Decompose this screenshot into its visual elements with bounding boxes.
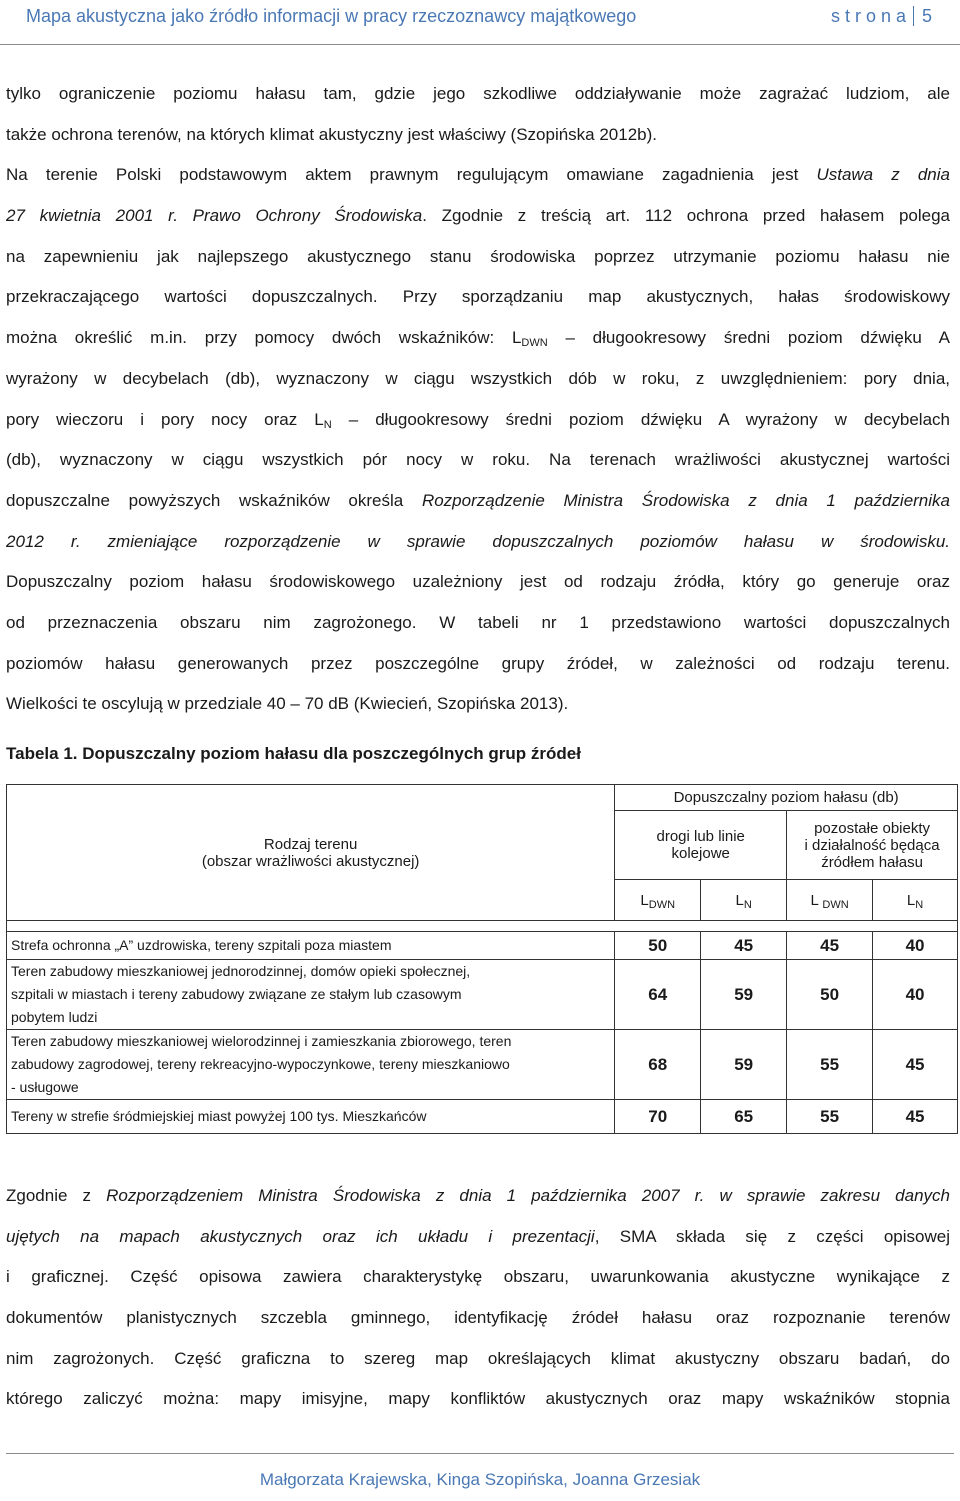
text-line: Na terenie Polski podstawowym aktem prawnym regulującym omawiane zagadnienia jest Ustawa z dnia bbox=[6, 165, 950, 185]
ldwn-header: $L_{DWN}$ bbox=[615, 880, 701, 921]
body-paragraph-1 bbox=[6, 74, 950, 725]
text-line: 2012 r. zmieniające rozporządzenie w sprawie dopuszczalnych poziomów hałasu w środowisku. bbox=[6, 531, 950, 551]
text-line: przekraczającego wartości dopuszczalnych. Przy sporządzaniu map akustycznych, hałas środowiskowy bbox=[6, 287, 950, 307]
header-rule bbox=[0, 44, 960, 45]
ln-header: $L_N$ bbox=[873, 880, 958, 921]
value-cell: 64 bbox=[615, 960, 701, 1030]
page-number: 5 bbox=[921, 6, 932, 26]
text-line: nim zagrożonych. Część graficzna to szereg map określających klimat akustyczny obszaru badań, do bbox=[6, 1348, 950, 1368]
other-sources-header: pozostałe obiekty i działalność będąca źródłem hałasu bbox=[787, 811, 958, 880]
ln-header: $L_N$ bbox=[701, 880, 787, 921]
text-line: 27 kwietnia 2001 r. Prawo Ochrony Środowiska. Zgodnie z treścią art. 112 ochrona przed hałasem polega bbox=[6, 206, 950, 226]
table-row bbox=[7, 932, 958, 960]
text-line: na zapewnieniu jak najlepszego akustycznego stanu środowiska poprzez utrzymanie poziomu hałasu nie bbox=[6, 246, 950, 266]
value-cell: 65 bbox=[701, 1100, 787, 1134]
noise-level-header: Dopuszczalny poziom hałasu (db) bbox=[615, 785, 958, 811]
value-cell: 45 bbox=[701, 932, 787, 960]
text-line: Wielkości te oscylują w przedziale 40 – 70 dB (Kwiecień, Szopińska 2013). bbox=[6, 694, 569, 714]
text-line: (db), wyznaczony w ciągu wszystkich pór nocy w roku. Na terenach wrażliwości akustycznej wartości bbox=[6, 450, 950, 470]
value-cell: 50 bbox=[615, 932, 701, 960]
text-line: ujętych na mapach akustycznych oraz ich układu i prezentacji, SMA składa się z części opisowej bbox=[6, 1226, 950, 1246]
terrain-label: Teren zabudowy mieszkaniowej jednorodzinnej, domów opieki społecznej, szpitali w miastach i tereny zabudowy związane ze stałym lub czasowym pobytem ludzi bbox=[7, 960, 615, 1030]
terrain-label: Teren zabudowy mieszkaniowej wielorodzinnej i zamieszkania zbiorowego, teren zabudowy zagrodowej, tereny rekreacyjno-wypoczynkowe, tereny mieszkaniowo - usługowe bbox=[7, 1030, 615, 1100]
page-label: strona bbox=[830, 6, 911, 26]
value-cell: 68 bbox=[615, 1030, 701, 1100]
value-cell: 59 bbox=[701, 1030, 787, 1100]
text-line: wyrażony w decybelach (db), wyznaczony w ciągu wszystkich dób w roku, z uwzględnieniem: pory dnia, bbox=[6, 368, 950, 388]
value-cell: 50 bbox=[787, 960, 873, 1030]
value-cell: 45 bbox=[787, 932, 873, 960]
table-caption: Tabela 1. Dopuszczalny poziom hałasu dla poszczególnych grup źródeł bbox=[6, 744, 581, 763]
page-number-label bbox=[831, 6, 932, 27]
roads-rail-header: drogi lub linie kolejowe bbox=[615, 811, 787, 880]
text-line: tylko ograniczenie poziomu hałasu tam, gdzie jego szkodliwe oddziaływanie może zagrażać ludziom, ale bbox=[6, 84, 950, 103]
page-header bbox=[0, 0, 960, 44]
text-line: dokumentów planistycznych szczebla gminnego, identyfikację źródeł hałasu oraz rozpoznanie terenów bbox=[6, 1308, 950, 1328]
terrain-label: Tereny w strefie śródmiejskiej miast powyżej 100 tys. Mieszkańców bbox=[7, 1100, 615, 1134]
text-line: i graficznej. Część opisowa zawiera charakterystykę obszaru, uwarunkowania akustyczne wynikające z bbox=[6, 1267, 950, 1287]
page-divider bbox=[913, 6, 914, 26]
text-line: od przeznaczenia obszaru nim zagrożonego. W tabeli nr 1 przedstawiono wartości dopuszczalnych bbox=[6, 612, 950, 632]
value-cell: 40 bbox=[873, 932, 958, 960]
value-cell: 45 bbox=[873, 1030, 958, 1100]
value-cell: 45 bbox=[873, 1100, 958, 1134]
table-row bbox=[7, 1030, 958, 1100]
value-cell: 40 bbox=[873, 960, 958, 1030]
text-line: pory wieczoru i pory nocy oraz $L_N$ – długookresowy średni poziom dźwięku A wyrażony w decybelach bbox=[6, 409, 950, 431]
ldwn-header: L $_{DWN}$ bbox=[787, 880, 873, 921]
text-line: Dopuszczalny poziom hałasu środowiskowego uzależniony jest od rodzaju źródła, który go generuje oraz bbox=[6, 572, 950, 592]
value-cell: 59 bbox=[701, 960, 787, 1030]
terrain-label: Strefa ochronna „A” uzdrowiska, tereny szpitali poza miastem bbox=[7, 932, 615, 960]
noise-limits-table bbox=[6, 784, 958, 1134]
table-row bbox=[7, 960, 958, 1030]
text-line: także ochrona terenów, na których klimat akustyczny jest właściwy (Szopińska 2012b). bbox=[6, 124, 658, 144]
value-cell: 55 bbox=[787, 1030, 873, 1100]
text-line: poziomów hałasu generowanych przez poszczególne grupy źródeł, w zależności od rodzaju terenu. bbox=[6, 653, 950, 673]
text-line: którego zaliczyć można: mapy imisyjne, mapy konfliktów akustycznych oraz mapy wskaźników stopnia bbox=[6, 1389, 950, 1409]
value-cell: 70 bbox=[615, 1100, 701, 1134]
text-line: dopuszczalne powyższych wskaźników określa Rozporządzenie Ministra Środowiska z dnia 1 października bbox=[6, 490, 950, 510]
running-title: Mapa akustyczna jako źródło informacji w pracy rzeczoznawcy majątkowego bbox=[26, 6, 637, 26]
value-cell: 55 bbox=[787, 1100, 873, 1134]
footer-authors: Małgorzata Krajewska, Kinga Szopińska, Joanna Grzesiak bbox=[259, 1470, 701, 1489]
terrain-type-header: Rodzaj terenu (obszar wrażliwości akustycznej) bbox=[7, 785, 615, 921]
body-paragraph-2 bbox=[6, 1176, 950, 1420]
text-line: można określić m.in. przy pomocy dwóch wskaźników: $L_{DWN}$ – długookresowy średni poziom dźwięku A bbox=[6, 328, 950, 350]
footer-rule bbox=[6, 1453, 954, 1454]
table-row bbox=[7, 1100, 958, 1134]
text-line: Zgodnie z Rozporządzeniem Ministra Środowiska z dnia 1 października 2007 r. w sprawie zakresu danych bbox=[6, 1186, 950, 1205]
